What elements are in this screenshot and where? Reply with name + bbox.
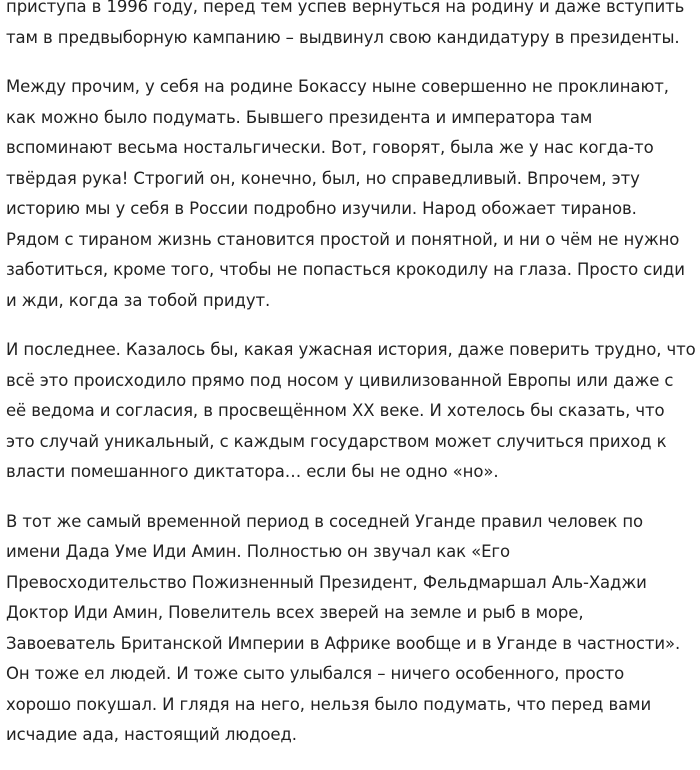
text-line: историю мы у себя в России подробно изучили. Народ обожает тиранов. (6, 199, 637, 218)
text-line: твёрдая рука! Строгий он, конечно, был, но справедливый. Впрочем, эту (6, 168, 640, 188)
text-line: И последнее. Казалось бы, какая ужасная история, даже поверить трудно, что (6, 340, 696, 359)
text-line: В тот же самый временной период в соседней Уганде правил человек по (6, 511, 644, 531)
text-line: Доктор Иди Амин, Повелитель всех зверей на земле и рыб в море, (6, 603, 584, 622)
text-line: Он тоже ел людей. И тоже сыто улыбался – ничего особенного, просто (6, 664, 625, 683)
text-line: заботиться, кроме того, чтобы не попасться крокодилу на глаза. Просто сиди (6, 260, 685, 279)
text-line: это случай уникальный, с каждым государством может случиться приход к (6, 431, 667, 451)
paragraph-4 (6, 507, 696, 751)
text-line: Рядом с тираном жизнь становится простой и понятной, и ни о чём не нужно (6, 229, 680, 249)
paragraph-1 (6, 0, 696, 53)
article-body (6, 0, 696, 770)
text-line: её ведома и согласия, в просвещённом XX веке. И хотелось бы сказать, что (6, 401, 665, 420)
text-line: Между прочим, у себя на родине Бокассу ныне совершенно не проклинают, (6, 77, 669, 96)
text-line: там в предвыборную кампанию – выдвинул свою кандидатуру в президенты. (6, 27, 680, 47)
text-line: исчадие ада, настоящий людоед. (6, 725, 297, 744)
text-line: Превосходительство Пожизненный Президент, Фельдмаршал Аль-Хаджи (6, 572, 647, 592)
text-line: Завоеватель Британской Империи в Африке вообще и в Уганде в частности». (6, 633, 681, 653)
paragraph-2 (6, 72, 696, 316)
text-line: власти помешанного диктатора… если бы не одно «но». (6, 462, 499, 481)
text-line: и жди, когда за тобой придут. (6, 290, 271, 310)
text-line: хорошо покушал. И глядя на него, нельзя было подумать, что перед вами (6, 694, 652, 714)
text-line: как можно было подумать. Бывшего президента и императора там (6, 107, 593, 127)
text-line: приступа в 1996 году, перед тем успев вернуться на родину и даже вступить (6, 0, 685, 16)
text-line: имени Дада Уме Иди Амин. Полностью он звучал как «Его (6, 542, 510, 561)
text-line: всё это происходило прямо под носом у цивилизованной Европы или даже с (6, 370, 674, 390)
paragraph-3 (6, 335, 696, 488)
text-line: вспоминают весьма ностальгически. Вот, говорят, была же у нас когда-то (6, 138, 654, 157)
